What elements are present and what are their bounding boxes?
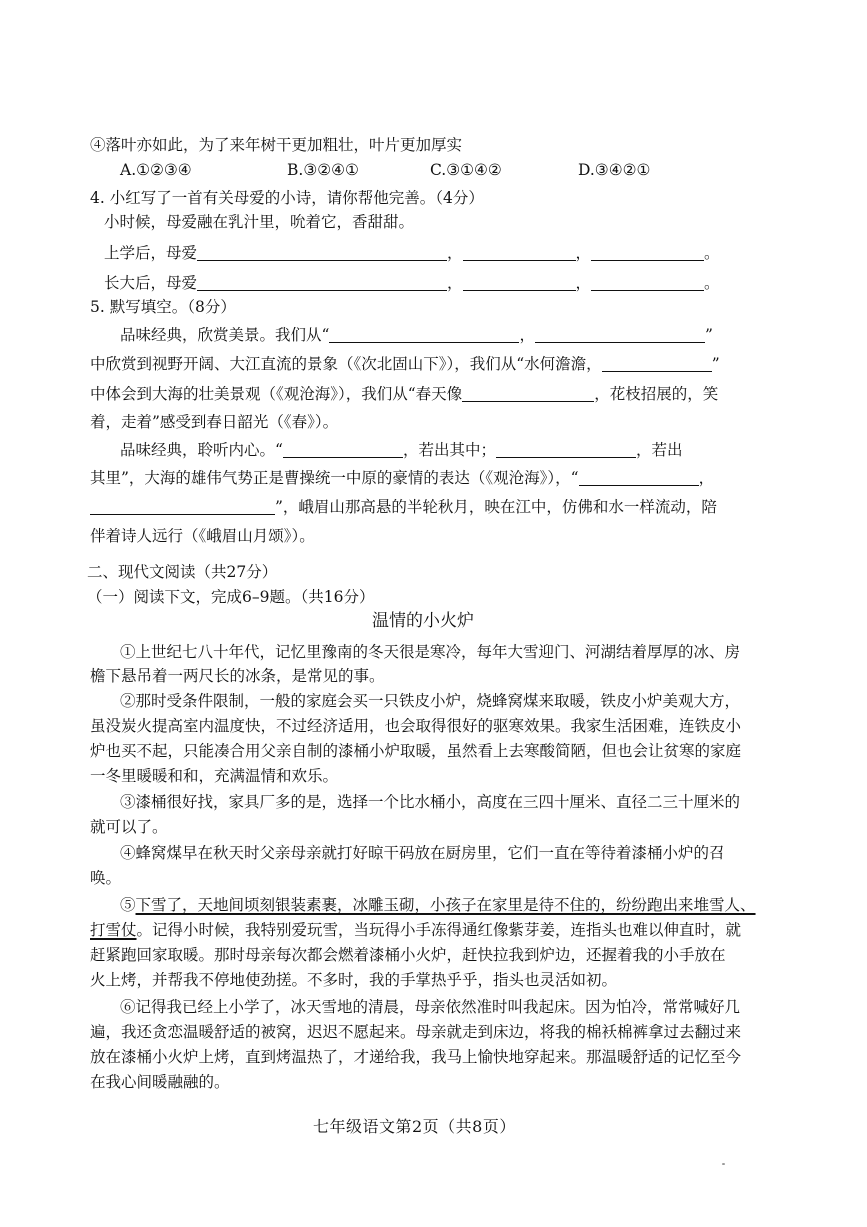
q3-option-d: D.③④②①	[578, 161, 651, 179]
para-5: 赶紧跑回家取暖。那时母亲每次都会燃着漆桶小火炉，赶快拉我到炉边，还握着我的小手放在	[90, 946, 726, 964]
para-1: ①上世纪七八十年代，记忆里豫南的冬天很是寒冷，每年大雪迎门、河湖结着厚厚的冰、房	[120, 643, 741, 661]
blank[interactable]	[197, 275, 447, 292]
blank[interactable]	[535, 327, 705, 344]
blank[interactable]	[591, 275, 704, 292]
q5-p2-line3: ”，峨眉山那高悬的半轮秋月，映在江中，仿佛和水一样流动，陪	[90, 498, 717, 517]
blank[interactable]	[602, 356, 712, 373]
q4-stem: 4. 小红写了一首有关母爱的小诗，请你帮他完善。（4分）	[90, 189, 484, 207]
para-1: 檐下悬吊着一两尺长的冰条，是常见的事。	[90, 667, 385, 685]
para-6: 放在漆桶小火炉上烤，直到烤温热了，才递给我，我马上愉快地穿起来。那温暖舒适的记忆至今	[90, 1048, 742, 1066]
blank[interactable]	[591, 245, 704, 262]
q4-line3: 长大后，母爱 ， ， 。	[104, 274, 720, 292]
para-3: ③漆桶很好找，家具厂多的是，选择一个比水桶小，高度在三四十厘米、直径二三十厘米的	[120, 793, 741, 811]
blank[interactable]	[463, 275, 576, 292]
q5-p2-line4: 伴着诗人远行（《峨眉山月颂》）。	[90, 527, 315, 545]
blank[interactable]	[462, 386, 594, 403]
para-5: ⑤下雪了，天地间顷刻银装素裹，冰雕玉砌，小孩子在家里是待不住的，纷纷跑出来堆雪人、	[120, 896, 756, 914]
para-6: 在我心间暖融融的。	[90, 1073, 230, 1091]
blank[interactable]	[496, 442, 636, 459]
subsection-heading: （一）阅读下文，完成6–9题。（共16分）	[87, 588, 375, 606]
scan-speck	[722, 1163, 725, 1165]
blank[interactable]	[197, 245, 447, 262]
para-6: ⑥记得我已经上小学了，冰天雪地的清晨，母亲依然准时叫我起床。因为怕冷，常常喊好几	[120, 998, 741, 1016]
q5-p2-line2: 其里”，大海的雄伟气势正是曹操统一中原的豪情的表达（《观沧海》），“ ，	[90, 469, 715, 487]
q5-p1-line2: 中欣赏到视野开阔、大江直流的景象（《次北固山下》），我们从“水何澹澹， ”	[90, 355, 720, 373]
q5-stem: 5. 默写填空。（8分）	[90, 298, 236, 316]
para-5: 火上烤，并帮我不停地使劲搓。不多时，我的手掌热乎乎，指头也灵活如初。	[90, 971, 618, 989]
q4-line1: 小时候，母爱融在乳汁里，吮着它，香甜甜。	[104, 213, 415, 231]
blank[interactable]	[329, 327, 519, 344]
blank[interactable]	[579, 470, 699, 487]
underlined-sentence: 下雪了，天地间顷刻银装素裹，冰雕玉砌，小孩子在家里是待不住的，纷纷跑出来堆雪人、	[135, 896, 756, 914]
para-2: ②那时受条件限制，一般的家庭会买一只铁皮小炉，烧蜂窝煤来取暖，铁皮小炉美观大方，	[120, 692, 741, 710]
para-4: ④蜂窝煤早在秋天时父亲母亲就打好晾干码放在厨房里，它们一直在等待着漆桶小炉的召	[120, 844, 725, 862]
para-6: 遍，我还贪恋温暖舒适的被窝，迟迟不愿起来。母亲就走到床边，将我的棉袄棉裤拿过去翻过来	[90, 1023, 742, 1041]
para-2: 炉也买不起，只能凑合用父亲自制的漆桶小炉取暖，虽然看上去寒酸简陋，但也会让贫寒的家庭	[90, 742, 742, 760]
q3-option-b: B.③②④①	[287, 161, 359, 179]
para-2: 一冬里暖暖和和，充满温情和欢乐。	[90, 767, 339, 785]
para-4: 唤。	[90, 869, 122, 887]
blank[interactable]	[283, 442, 403, 459]
para-3: 就可以了。	[90, 818, 168, 836]
q3-item-4: ④落叶亦如此，为了来年树干更加粗壮，叶片更加厚实	[90, 136, 463, 154]
q5-p1-line4: 着，走着”感受到春日韶光（《春》）。	[90, 413, 339, 431]
article-title: 温情的小火炉	[372, 611, 474, 631]
q3-option-c: C.③①④②	[430, 161, 502, 179]
section-heading: 二、现代文阅读（共27分）	[87, 563, 278, 581]
para-2: 虽没炭火提高室内温度快，不过经济适用，也会取得很好的驱寒效果。我家生活困难，连铁皮小	[90, 717, 742, 735]
underlined-sentence: 打雪仗	[90, 921, 137, 939]
para-5: 打雪仗。记得小时候，我特别爱玩雪，当玩得小手冻得通红像紫芽姜，连指头也难以伸直时，就	[90, 921, 742, 939]
q3-option-a: A.①②③④	[120, 161, 192, 179]
page-footer: 七年级语文第2页（共8页）	[313, 1117, 516, 1136]
q5-p1-line3: 中体会到大海的壮美景观（《观沧海》），我们从“春天像 ，花枝招展的，笑	[90, 385, 719, 403]
q5-p2-line1: 品味经典，聆听内心。“ ，若出其中； ，若出	[120, 441, 683, 459]
blank[interactable]	[463, 245, 576, 262]
blank[interactable]	[90, 499, 275, 516]
q5-p1-line1: 品味经典，欣赏美景。我们从“ ， ”	[120, 326, 713, 344]
q4-line2: 上学后，母爱 ， ， 。	[104, 244, 720, 262]
